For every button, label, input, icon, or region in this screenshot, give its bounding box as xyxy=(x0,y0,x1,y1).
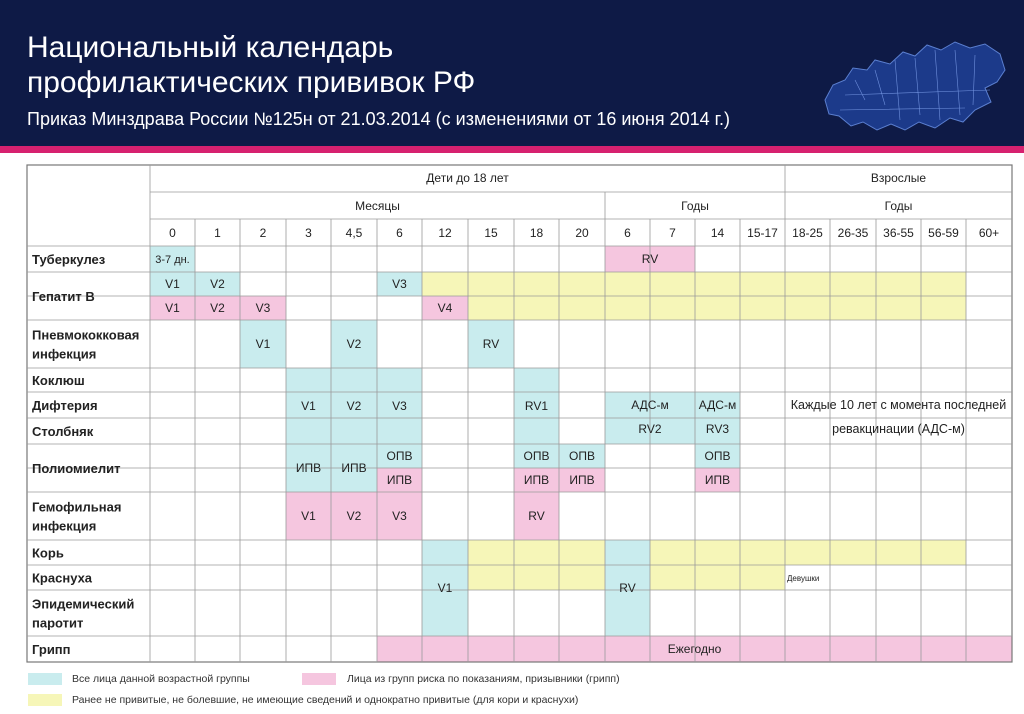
age-column-header: 12 xyxy=(438,226,452,240)
header-months: Месяцы xyxy=(355,199,400,213)
age-column-header: 60+ xyxy=(978,226,1000,240)
age-column-header: 6 xyxy=(396,226,403,240)
cell-label: V2 xyxy=(346,337,362,351)
girls-label: Девушки xyxy=(787,574,820,583)
header-years: Годы xyxy=(681,199,709,213)
cell-label: ИПВ xyxy=(386,473,413,487)
tb-0-label: 3-7 дн. xyxy=(155,254,190,266)
age-column-header: 15 xyxy=(484,226,498,240)
adult-dtp-label: ревакцинации (АДС-м) xyxy=(832,422,965,436)
age-column-header: 36-55 xyxy=(883,226,914,240)
cell-label: ИПВ xyxy=(341,461,367,475)
age-column-header: 2 xyxy=(259,226,267,240)
age-column-header: 6 xyxy=(624,226,631,240)
disease-label: Коклюш xyxy=(32,373,85,388)
cell-label: V2 xyxy=(346,509,362,523)
flu-label: Ежегодно xyxy=(667,642,722,656)
legend-swatch-risk xyxy=(302,673,336,685)
cell-label: ОПВ xyxy=(523,449,550,463)
age-column-header: 15-17 xyxy=(747,226,778,240)
age-column-header: 7 xyxy=(669,226,676,240)
legend-not-vaccinated: Ранее не привитые, не болевшие, не имеющие сведений и однократно привитые (для кори и краснухи) xyxy=(72,694,579,706)
disease-label: Грипп xyxy=(32,642,71,657)
disease-label: Гепатит В xyxy=(32,289,95,304)
cell-label: ИПВ xyxy=(704,473,731,487)
adult-dtp-label: Каждые 10 лет с момента последней xyxy=(790,398,1007,412)
header-adults: Взрослые xyxy=(870,171,927,185)
hepb-b-fill-yellow xyxy=(468,296,966,320)
cell-label: RV2 xyxy=(638,422,662,436)
age-column-header: 4,5 xyxy=(345,226,363,240)
cell-label: RV xyxy=(619,581,636,595)
cell-label: V3 xyxy=(392,509,407,523)
age-column-header: 3 xyxy=(305,226,312,240)
cell-label: RV1 xyxy=(524,399,549,413)
disease-label: Гемофильная xyxy=(32,499,122,515)
rubella-yellow-2 xyxy=(650,565,785,590)
age-column-header: 56-59 xyxy=(928,226,959,240)
cell-label: ИПВ xyxy=(523,473,550,487)
disease-label: Туберкулез xyxy=(32,252,106,267)
legend-all-persons: Все лица данной возрастной группы xyxy=(72,673,250,685)
header-children: Дети до 18 лет xyxy=(426,171,509,185)
cell-label: V1 xyxy=(165,301,180,315)
title-line-2: профилактических прививок РФ xyxy=(27,66,476,99)
age-column-header: 20 xyxy=(575,226,589,240)
cell-label: АДС-м xyxy=(698,398,737,412)
legend-risk-groups: Лица из групп риска по показаниям, призывники (грипп) xyxy=(347,673,620,685)
cell-label: V1 xyxy=(301,509,316,523)
disease-label: Краснуха xyxy=(32,570,93,586)
disease-label: Пневмококковая xyxy=(32,327,140,343)
disease-label: Эпидемический xyxy=(32,596,135,612)
cell-label: V2 xyxy=(346,399,362,413)
age-column-header: 26-35 xyxy=(837,226,869,240)
disease-label: паротит xyxy=(32,615,84,631)
legend-swatch-not-vaccinated xyxy=(28,694,62,706)
disease-label: инфекция xyxy=(32,518,97,534)
header-years-adult: Годы xyxy=(884,199,913,213)
cell-label: ОПВ xyxy=(386,449,413,463)
age-column-header: 14 xyxy=(710,226,725,240)
age-column-header: 1 xyxy=(214,226,221,240)
cell-label: V3 xyxy=(392,277,407,291)
cell-label: V2 xyxy=(210,277,225,291)
cell-label: V3 xyxy=(255,301,271,315)
cell-label: V1 xyxy=(437,581,453,595)
title-line-1: Национальный календарь xyxy=(27,31,394,64)
cell-label: V1 xyxy=(301,399,316,413)
page-subtitle: Приказ Минздрава России №125н от 21.03.2014 (с изменениями от 16 июня 2014 г.) xyxy=(27,109,730,129)
cell-label: ИПВ xyxy=(295,461,322,475)
age-column-header: 18 xyxy=(529,226,544,240)
disease-label: Дифтерия xyxy=(32,398,98,413)
cell-label: RV xyxy=(528,509,545,523)
cell-label: V1 xyxy=(165,277,180,291)
disease-label: Корь xyxy=(32,545,64,561)
age-column-header: 0 xyxy=(169,226,176,240)
cell-label: RV xyxy=(482,337,500,351)
cell-label: V4 xyxy=(437,301,453,315)
measles-yellow-2 xyxy=(650,540,966,565)
cell-label: ОПВ xyxy=(569,449,595,463)
cell-label: ИПВ xyxy=(569,473,595,487)
cell-label: V1 xyxy=(255,337,271,351)
disease-label: инфекция xyxy=(32,346,97,362)
tb-rv-label: RV xyxy=(641,252,659,266)
disease-label: Столбняк xyxy=(32,424,94,439)
cell-label: V3 xyxy=(392,399,407,413)
cell-label: V2 xyxy=(210,301,225,315)
age-column-header: 18-25 xyxy=(792,226,823,240)
cell-label: ОПВ xyxy=(704,449,731,463)
cell-label: RV3 xyxy=(705,422,730,436)
legend-swatch-all xyxy=(28,673,62,685)
disease-label: Полиомиелит xyxy=(32,461,121,476)
hepb-a-fill-yellow xyxy=(422,272,966,296)
cell-label: АДС-м xyxy=(631,398,669,412)
